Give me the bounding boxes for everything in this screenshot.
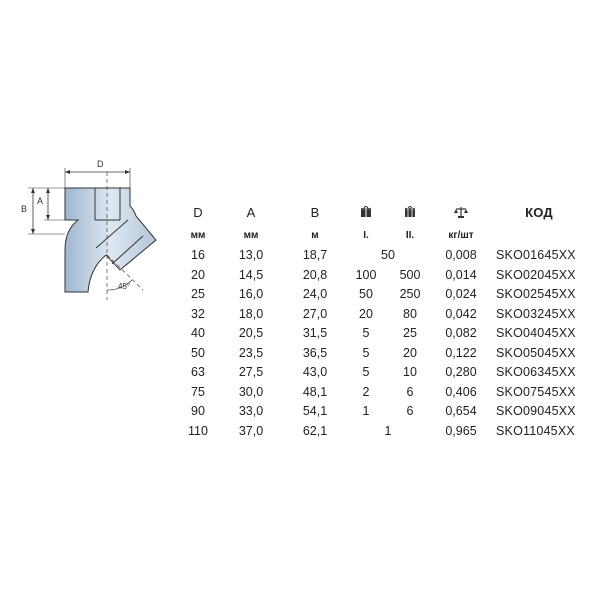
cell-code: SKO09045XX bbox=[496, 404, 576, 418]
label-angle: 45° bbox=[118, 282, 131, 291]
unit-pack2: II. bbox=[405, 230, 415, 241]
cell-code: SKO01645XX bbox=[496, 248, 576, 262]
header-a: A bbox=[246, 205, 256, 220]
table-row bbox=[178, 305, 588, 325]
elbow-45-diagram bbox=[18, 150, 168, 310]
cell-d: 110 bbox=[188, 423, 208, 438]
cell-pack2: 80 bbox=[403, 306, 417, 321]
cell-d: 20 bbox=[191, 267, 205, 282]
cell-weight: 0,280 bbox=[445, 365, 477, 379]
table-row bbox=[178, 402, 588, 422]
cell-a: 18,0 bbox=[238, 306, 264, 321]
cell-weight: 0,024 bbox=[445, 287, 477, 301]
cell-pack1: 2 bbox=[362, 384, 370, 399]
header-d: D bbox=[193, 205, 203, 220]
cell-pack2: 6 bbox=[406, 404, 414, 418]
table-row bbox=[178, 266, 588, 286]
cell-code: SKO02045XX bbox=[496, 267, 576, 282]
cell-a: 13,0 bbox=[238, 248, 264, 262]
packages-icon bbox=[390, 200, 430, 218]
cell-a: 20,5 bbox=[238, 326, 264, 340]
cell-weight: 0,406 bbox=[445, 384, 477, 399]
cell-code: SKO04045XX bbox=[496, 326, 576, 340]
cell-code: SKO02545XX bbox=[496, 287, 576, 301]
cell-d: 16 bbox=[191, 248, 205, 262]
cell-weight: 0,082 bbox=[445, 326, 477, 340]
cell-b: 62,1 bbox=[302, 423, 328, 438]
spec-table bbox=[178, 200, 588, 441]
cell-pack2: 500 bbox=[399, 267, 421, 282]
cell-b: 18,7 bbox=[302, 248, 328, 262]
scales-icon bbox=[436, 200, 486, 218]
cell-a: 27,5 bbox=[238, 365, 264, 379]
cell-d: 32 bbox=[191, 306, 205, 321]
table-row bbox=[178, 383, 588, 403]
table-row bbox=[178, 422, 588, 442]
cell-d: 90 bbox=[191, 404, 205, 418]
cell-weight: 0,014 bbox=[445, 267, 477, 282]
cell-a: 16,0 bbox=[238, 287, 264, 301]
cell-pack-merged: 50 bbox=[381, 248, 395, 262]
table-row bbox=[178, 285, 588, 305]
table-row bbox=[178, 246, 588, 266]
cell-d: 25 bbox=[191, 287, 205, 301]
label-b: B bbox=[21, 204, 28, 214]
header-b: B bbox=[310, 205, 320, 220]
cell-pack2: 6 bbox=[406, 384, 414, 399]
header-code: КОД bbox=[525, 205, 553, 220]
cell-pack1: 5 bbox=[362, 365, 370, 379]
cell-b: 31,5 bbox=[302, 326, 328, 340]
cell-b: 36,5 bbox=[302, 345, 328, 360]
cell-pack1: 5 bbox=[362, 326, 370, 340]
cell-d: 50 bbox=[191, 345, 205, 360]
cell-pack1: 100 bbox=[355, 267, 377, 282]
cell-a: 14,5 bbox=[238, 267, 264, 282]
cell-a: 23,5 bbox=[238, 345, 264, 360]
cell-code: SKO11045XX bbox=[496, 423, 575, 438]
cell-pack-merged: 1 bbox=[384, 423, 392, 438]
table-row bbox=[178, 344, 588, 364]
cell-pack2: 25 bbox=[403, 326, 417, 340]
table-row bbox=[178, 324, 588, 344]
unit-a: мм bbox=[243, 230, 259, 241]
elbow-body bbox=[65, 188, 156, 292]
label-a: A bbox=[37, 196, 44, 206]
cell-b: 27,0 bbox=[302, 306, 328, 321]
cell-a: 33,0 bbox=[238, 404, 264, 418]
cell-b: 24,0 bbox=[302, 287, 328, 301]
cell-b: 43,0 bbox=[302, 365, 328, 379]
package-icon bbox=[346, 200, 386, 218]
cell-code: SKO07545XX bbox=[496, 384, 576, 399]
cell-a: 37,0 bbox=[238, 423, 264, 438]
table-header-row bbox=[178, 200, 588, 226]
table-units-row bbox=[178, 226, 588, 246]
unit-pack1: I. bbox=[363, 230, 369, 241]
cell-pack1: 50 bbox=[359, 287, 373, 301]
cell-d: 63 bbox=[191, 365, 205, 379]
unit-weight: кг/шт bbox=[448, 230, 474, 241]
cell-code: SKO03245XX bbox=[496, 306, 576, 321]
cell-weight: 0,008 bbox=[445, 248, 477, 262]
cell-code: SKO06345XX bbox=[496, 365, 576, 379]
cell-b: 20,8 bbox=[302, 267, 328, 282]
cell-d: 75 bbox=[191, 384, 205, 399]
unit-d: мм bbox=[190, 230, 206, 241]
elbow-drawing bbox=[18, 150, 168, 310]
cell-weight: 0,122 bbox=[445, 345, 477, 360]
cell-pack1: 5 bbox=[362, 345, 370, 360]
cell-b: 54,1 bbox=[302, 404, 328, 418]
table-row bbox=[178, 363, 588, 383]
cell-pack2: 20 bbox=[403, 345, 417, 360]
label-d: D bbox=[97, 159, 104, 169]
cell-pack1: 20 bbox=[359, 306, 373, 321]
cell-weight: 0,965 bbox=[445, 423, 477, 438]
table-body bbox=[178, 246, 588, 441]
cell-weight: 0,042 bbox=[445, 306, 477, 321]
cell-a: 30,0 bbox=[238, 384, 264, 399]
cell-code: SKO05045XX bbox=[496, 345, 576, 360]
cell-pack1: 1 bbox=[362, 404, 370, 418]
unit-b: м bbox=[311, 230, 319, 241]
cell-d: 40 bbox=[191, 326, 205, 340]
cell-weight: 0,654 bbox=[445, 404, 477, 418]
cell-pack2: 10 bbox=[403, 365, 417, 379]
cell-b: 48,1 bbox=[302, 384, 328, 399]
cell-pack2: 250 bbox=[399, 287, 421, 301]
